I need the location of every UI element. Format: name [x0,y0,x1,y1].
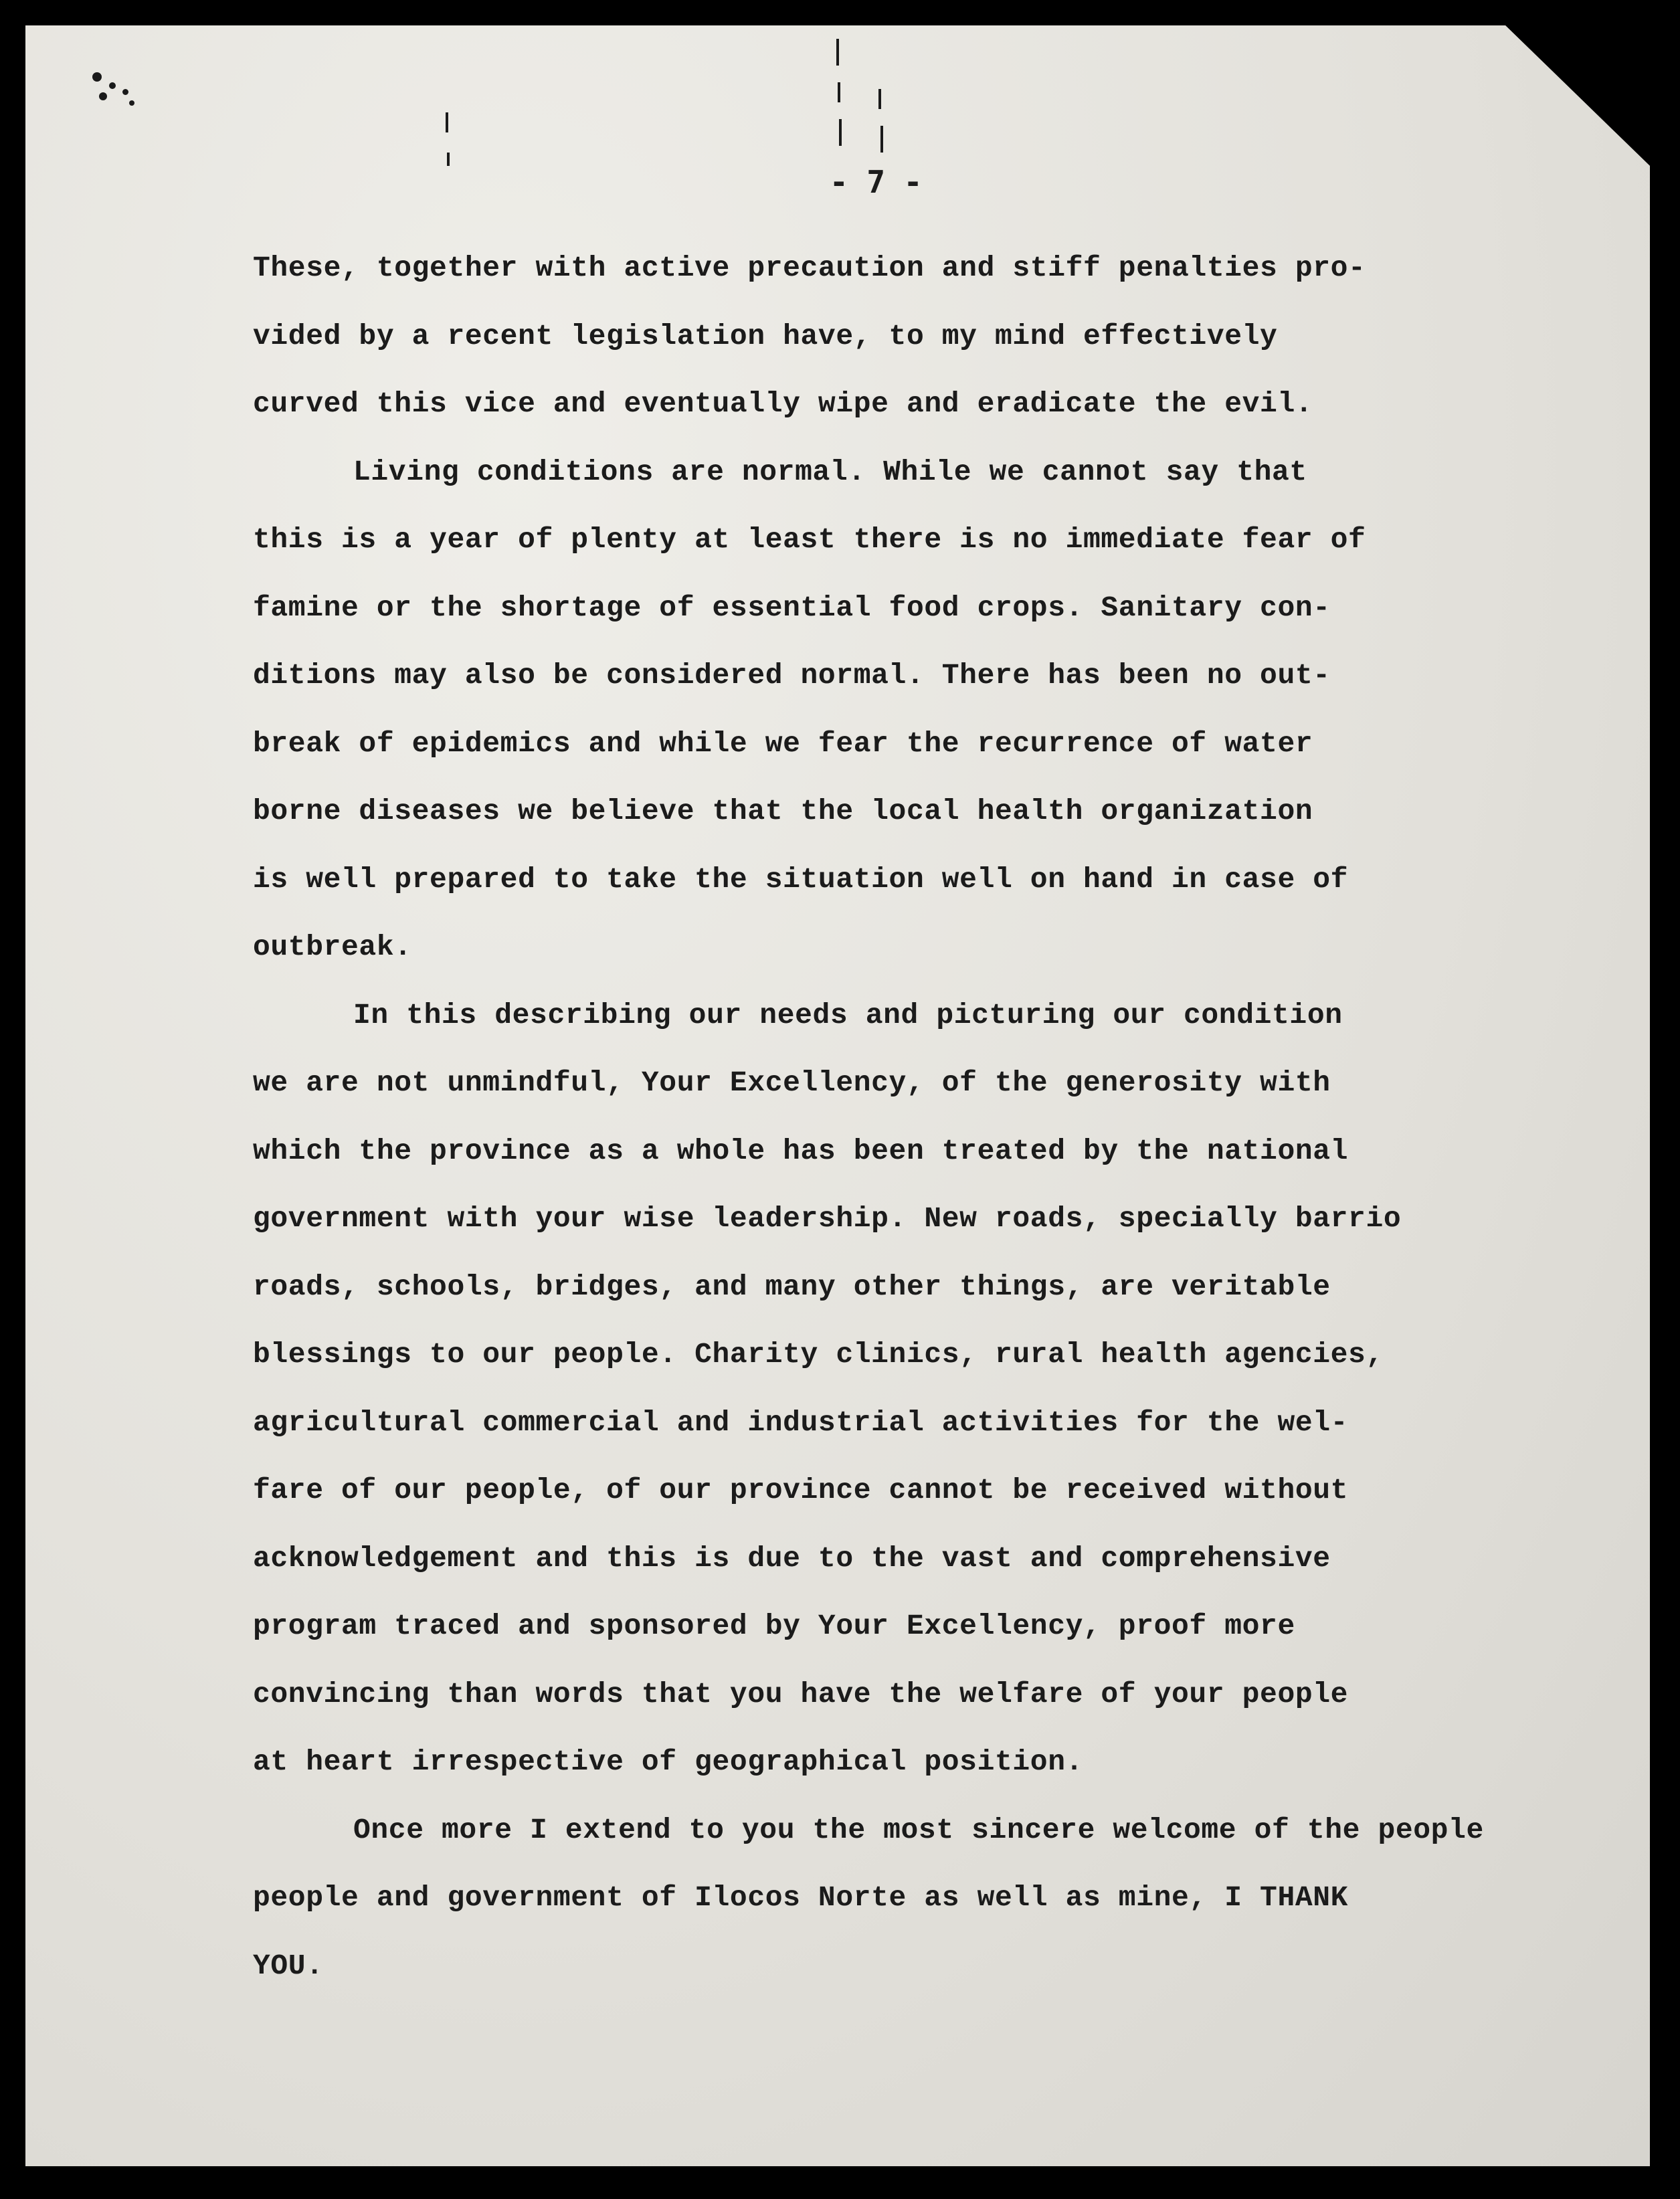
text-line: vided by a recent legislation have, to my mind effectively [253,319,1278,353]
paragraph [253,981,1591,1796]
text-line: this is a year of plenty at least there is no immediate fear of [253,523,1366,556]
margin-mark [447,153,450,166]
page-number: - 7 - [830,164,923,200]
text-line: Living conditions are normal. While we cannot say that [353,455,1307,488]
text-line: borne diseases we believe that the local health organization [253,795,1313,828]
margin-mark [880,126,883,153]
paragraph [253,1796,1591,2000]
text-line: In this describing our needs and picturing our condition [353,998,1343,1032]
text-line: at heart irrespective of geographical position. [253,1745,1083,1778]
text-line: which the province as a whole has been treated by the national [253,1134,1349,1167]
text-line: YOU. [253,1949,324,1982]
text-line: outbreak. [253,931,412,963]
text-line: fare of our people, of our province cannot be received without [253,1474,1349,1507]
margin-mark [838,82,840,102]
ink-speck [92,72,102,82]
ink-speck [122,89,128,95]
text-line: agricultural commercial and industrial activities for the wel- [253,1406,1349,1439]
text-line: program traced and sponsored by Your Excellency, proof more [253,1610,1295,1642]
text-line: Once more I extend to you the most sincere welcome of the people [353,1813,1484,1846]
text-line: break of epidemics and while we fear the recurrence of water [253,727,1313,760]
text-line: famine or the shortage of essential food crops. Sanitary con- [253,591,1331,624]
text-line: blessings to our people. Charity clinics, rural health agencies, [253,1338,1384,1371]
margin-mark [839,119,842,146]
text-line: is well prepared to take the situation well on hand in case of [253,862,1349,896]
text-line: roads, schools, bridges, and many other things, are veritable [253,1270,1331,1303]
text-line: convincing than words that you have the welfare of your people [253,1677,1349,1711]
text-line: we are not unmindful, Your Excellency, of the generosity with [253,1066,1331,1099]
text-line: acknowledgement and this is due to the vast and comprehensive [253,1541,1331,1575]
letter-body [253,234,1591,2000]
margin-mark [446,112,448,132]
ink-speck [99,92,107,100]
ink-speck [109,82,116,89]
text-line: curved this vice and eventually wipe and eradicate the evil. [253,387,1313,420]
ink-speck [129,100,134,106]
text-line: These, together with active precaution and stiff penalties pro- [253,252,1366,284]
paragraph [253,438,1591,981]
margin-mark [836,39,839,66]
text-line: ditions may also be considered normal. There has been no out- [253,659,1331,692]
text-line: government with your wise leadership. New roads, specially barrio [253,1202,1402,1235]
margin-mark [878,89,881,109]
text-line: people and government of Ilocos Norte as well as mine, I THANK [253,1881,1349,1914]
paragraph [253,234,1591,438]
